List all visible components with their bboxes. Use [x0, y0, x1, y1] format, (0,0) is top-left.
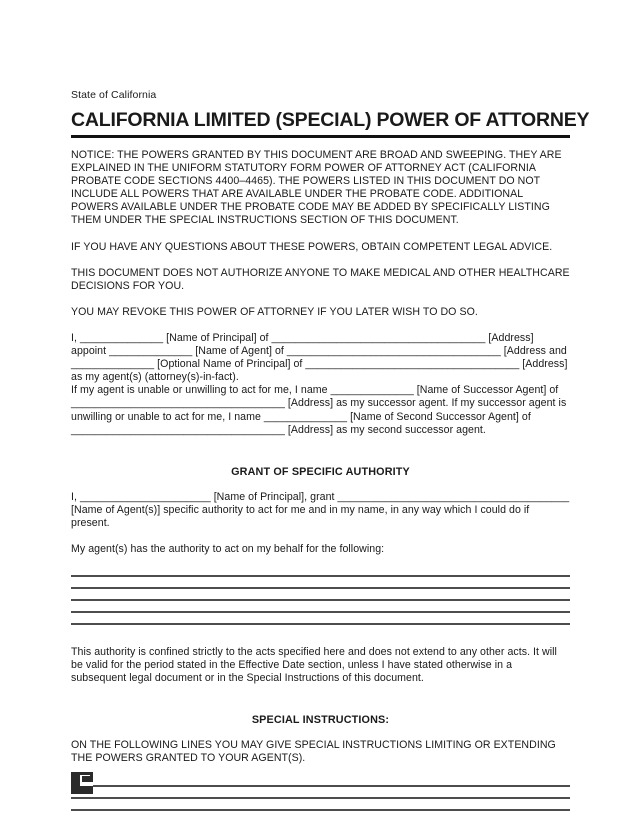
document-body	[71, 149, 570, 811]
grant-fill-block[interactable]: I, ______________________ [Name of Principal], grant _______________________________________ [Name of Agent(s)] specific authority to act for me and in my name, in any way which I could do if present.	[71, 490, 570, 529]
page-title: CALIFORNIA LIMITED (SPECIAL) POWER OF ATTORNEY	[71, 109, 590, 131]
revoke-paragraph: YOU MAY REVOKE THIS POWER OF ATTORNEY IF YOU LATER WISH TO DO SO.	[71, 305, 478, 318]
spacer	[71, 625, 570, 646]
healthcare-paragraph: THIS DOCUMENT DOES NOT AUTHORIZE ANYONE TO MAKE MEDICAL AND OTHER HEALTHCARE DECISIONS FOR YOU.	[71, 266, 570, 292]
blank-line[interactable]	[71, 575, 570, 577]
blank-line[interactable]	[71, 587, 570, 589]
special-instructions-heading: SPECIAL INSTRUCTIONS:	[251, 714, 390, 727]
title-divider	[71, 135, 570, 138]
logo-cutout	[82, 782, 93, 786]
agent-authority-line: My agent(s) has the authority to act on my behalf for the following:	[71, 542, 385, 555]
grant-of-specific-authority-heading: GRANT OF SPECIFIC AUTHORITY	[231, 465, 410, 478]
state-line: State of California	[71, 89, 157, 101]
blank-line[interactable]	[71, 611, 570, 613]
confinement-paragraph: This authority is confined strictly to the acts specified here and does not extend to any other acts. It will be valid for the period stated in the Effective Date section, unless I have stated otherwise in a subsequent legal document or in the Special Instructions of this document.	[71, 646, 557, 685]
legal-advice-paragraph: IF YOU HAVE ANY QUESTIONS ABOUT THESE POWERS, OBTAIN COMPETENT LEGAL ADVICE.	[71, 240, 553, 253]
spacer	[71, 698, 570, 714]
blank-line[interactable]	[71, 785, 570, 787]
blank-line[interactable]	[71, 809, 570, 811]
blank-line[interactable]	[71, 599, 570, 601]
blank-line[interactable]	[71, 797, 570, 799]
spacer	[71, 450, 570, 466]
successor-agent-fill-block[interactable]: If my agent is unable or unwilling to act for me, I name ______________ [Name of Successor Agent] of ____________________________________ [Address] as my successor agent. If my successor agent is unwilling or unable to act for me, I name ______________ [Name of Second Successor Agent] of ____________________________________ [Address] as my second successor agent.	[71, 384, 567, 436]
document-page	[71, 0, 590, 828]
authority-blank-lines[interactable]	[71, 575, 570, 625]
special-instructions-paragraph: ON THE FOLLOWING LINES YOU MAY GIVE SPECIAL INSTRUCTIONS LIMITING OR EXTENDING THE POWERS GRANTED TO YOUR AGENT(S).	[71, 739, 556, 765]
appointment-fill-block[interactable]: I, ______________ [Name of Principal] of ____________________________________ [Address] appoint ______________ [Name of Agent] of ____________________________________ [Address and ______________ [Optional Name of Principal] of ____________________________________ [Address] as my agent(s) (attorney(s)-in-fact).	[71, 331, 568, 384]
notice-paragraph: NOTICE: THE POWERS GRANTED BY THIS DOCUMENT ARE BROAD AND SWEEPING. THEY ARE EXPLAINED IN THE UNIFORM STATUTORY FORM POWER OF ATTORNEY ACT (CALIFORNIA PROBATE CODE SECTIONS 4400–4465). THE POWERS LISTED IN THIS DOCUMENT DO NOT INCLUDE ALL POWERS THAT ARE AVAILABLE UNDER THE PROBATE CODE. ADDITIONAL POWERS AVAILABLE UNDER THE PROBATE CODE MAY BE ADDED BY SPECIFICALLY LISTING THEM UNDER THE SPECIAL INSTRUCTIONS SECTION OF THIS DOCUMENT.	[71, 149, 562, 227]
legal-templates-logo-icon	[71, 772, 93, 794]
special-instructions-blank-lines[interactable]	[71, 785, 570, 811]
